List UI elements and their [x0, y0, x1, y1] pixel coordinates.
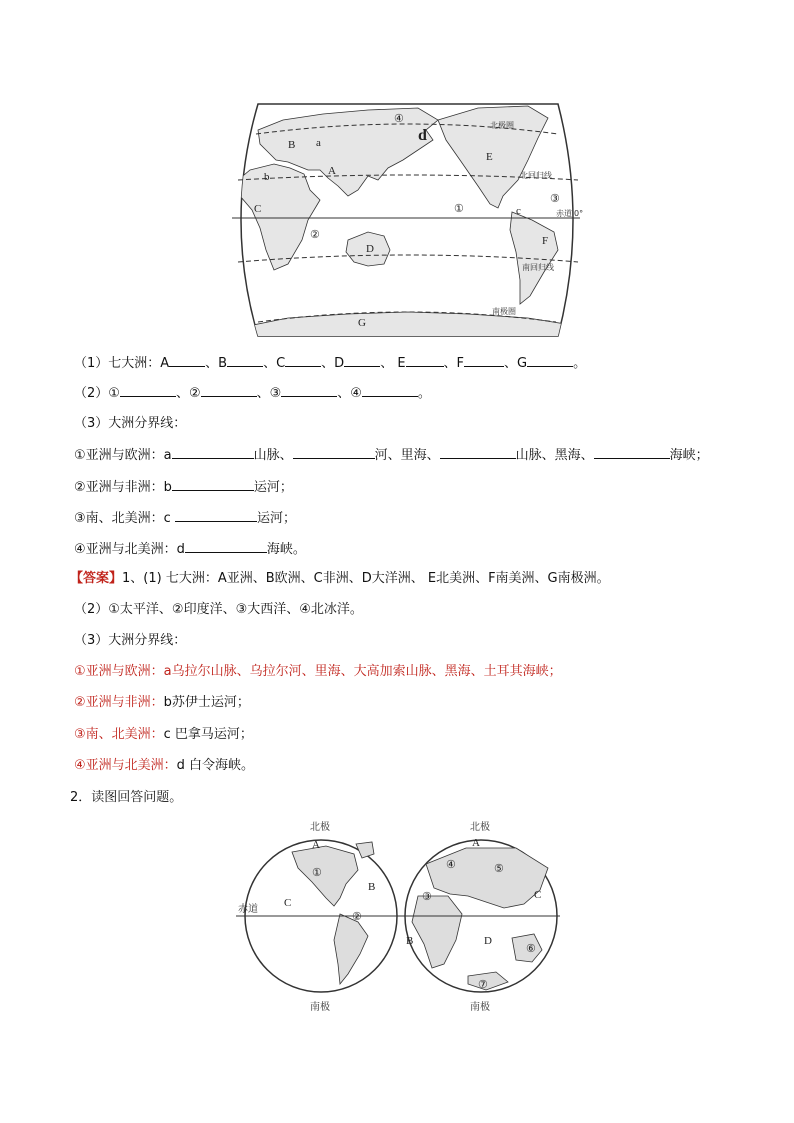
continent-label-b: B: [288, 139, 296, 151]
q1-l1-s2: 、C: [263, 356, 286, 371]
ocean-label-4: ④: [394, 113, 404, 125]
east-label-d: D: [484, 935, 492, 947]
ocean-label-1: ①: [454, 203, 464, 215]
answer-line-6: [74, 727, 253, 743]
q1-l1-s5: 、F: [443, 356, 465, 371]
answer-asia-na-label: ④亚洲与北美洲：: [74, 758, 177, 773]
q1-l1-prefix: （1）七大洲：A: [74, 356, 170, 371]
blank-suez[interactable]: [172, 478, 254, 491]
q1-l6-s1: 运河；: [256, 511, 296, 526]
blank-ural-mountains[interactable]: [172, 446, 254, 459]
continent-label-a: A: [328, 165, 336, 177]
east-label-c: C: [534, 889, 542, 901]
blank-caucasus[interactable]: [440, 446, 516, 459]
blank-ocean-4[interactable]: [362, 384, 418, 397]
q1-l1-s6: 、G: [504, 356, 528, 371]
east-label-b: B: [406, 935, 414, 947]
answer-americas-label: ③南、北美洲：: [74, 727, 164, 742]
west-label-1: ①: [312, 867, 322, 879]
east-label-4: ④: [446, 859, 456, 871]
west-label-2: ②: [352, 911, 362, 923]
east-label-a: A: [472, 837, 480, 849]
answer-line-7: [74, 758, 254, 774]
q1-line-4: [74, 446, 709, 464]
equator-label: 赤道: [556, 209, 572, 218]
east-south-pole-label: 南极: [470, 1002, 490, 1013]
answer-tag: 【答案】: [70, 571, 123, 586]
boundary-label-a: a: [316, 137, 321, 149]
q1-l1-s4: 、 E: [380, 356, 406, 371]
blank-ocean-3[interactable]: [281, 384, 337, 397]
answer-asia-europe-label: ①亚洲与欧洲：: [74, 664, 164, 679]
answer-line-3: （3）大洲分界线：: [74, 633, 187, 648]
boundary-label-b: b: [264, 171, 270, 183]
answer-asia-na-text: d 白令海峡。: [176, 758, 255, 773]
east-label-6: ⑥: [526, 943, 536, 955]
q1-l1-s7: 。: [573, 356, 587, 371]
q1-l2-s1: 、②: [175, 386, 201, 401]
equator-text: 赤道: [238, 904, 258, 915]
blank-ural-river[interactable]: [293, 446, 375, 459]
tropic-cancer-label: 北回归线: [520, 171, 552, 180]
west-label-b: B: [368, 881, 376, 893]
answer-line-2: （2）①太平洋、②印度洋、③大西洋、④北冰洋。: [74, 602, 363, 617]
east-label-3: ③: [422, 891, 432, 903]
south-polar-circle-label: 南极圈: [492, 307, 516, 316]
west-south-pole-label: 南极: [310, 1002, 330, 1013]
west-label-a: A: [312, 839, 320, 851]
q1-line-6: [74, 509, 296, 527]
tropic-capricorn-label: 南回归线: [522, 263, 554, 272]
blank-d[interactable]: [344, 354, 380, 367]
boundary-label-d: d: [418, 127, 427, 144]
blank-a[interactable]: [169, 354, 205, 367]
east-label-7: ⑦: [478, 979, 488, 991]
blank-ocean-2[interactable]: [201, 384, 257, 397]
q1-l7-prefix: ④亚洲与北美洲：d: [74, 542, 185, 557]
answer-line-5: [74, 695, 250, 711]
q2-title: 2．读图回答问题。: [70, 790, 183, 805]
ocean-label-2: ②: [310, 229, 320, 241]
west-north-pole-label: 北极: [310, 822, 330, 833]
q1-l4-s4: 海峡；: [669, 448, 709, 463]
continent-label-c: C: [254, 203, 262, 215]
answer-americas-text: c 巴拿马运河；: [163, 727, 253, 742]
q1-line-7: [74, 540, 306, 558]
blank-b[interactable]: [227, 354, 263, 367]
blank-turkish-straits[interactable]: [594, 446, 670, 459]
blank-f[interactable]: [464, 354, 504, 367]
blank-g[interactable]: [527, 354, 573, 367]
continent-label-d: D: [366, 243, 374, 255]
continent-label-e: E: [486, 151, 493, 163]
blank-e[interactable]: [406, 354, 444, 367]
q1-l1-s3: 、D: [321, 356, 345, 371]
q1-l4-s3: 山脉、黑海、: [515, 448, 594, 463]
q1-line-3: （3）大洲分界线：: [74, 416, 187, 431]
answer-asia-africa-text: b苏伊士运河；: [163, 695, 250, 710]
q1-l4-s2: 河、里海、: [374, 448, 440, 463]
q1-line-1: [74, 354, 586, 372]
q1-l6-prefix: ③南、北美洲：c: [74, 511, 175, 526]
q1-line-5: [74, 478, 293, 496]
q1-line-2: [74, 384, 431, 402]
answer-line-1: [70, 571, 610, 587]
q1-l2-s4: 。: [417, 386, 431, 401]
q1-l5-s1: 运河；: [253, 480, 293, 495]
world-map: [228, 100, 584, 340]
hemispheres-map: [236, 818, 560, 1014]
q1-l2-s2: 、③: [256, 386, 282, 401]
blank-bering[interactable]: [185, 540, 267, 553]
north-polar-circle-label: 北极圈: [490, 121, 514, 130]
q1-l7-s1: 海峡。: [266, 542, 306, 557]
boundary-label-c: c: [516, 205, 521, 217]
blank-panama[interactable]: [175, 509, 257, 522]
q1-l4-prefix: ①亚洲与欧洲：a: [74, 448, 172, 463]
answer-asia-africa-label: ②亚洲与非洲：: [74, 695, 164, 710]
q1-l4-s1: 山脉、: [253, 448, 293, 463]
blank-ocean-1[interactable]: [120, 384, 176, 397]
q1-l5-prefix: ②亚洲与非洲：b: [74, 480, 172, 495]
east-north-pole-label: 北极: [470, 822, 490, 833]
answer-line-4: [74, 664, 562, 680]
answer-continents: 1、(1) 七大洲：A亚洲、B欧洲、C非洲、D大洋洲、 E北美洲、F南美洲、G南极洲。: [122, 571, 610, 586]
blank-c[interactable]: [285, 354, 321, 367]
east-label-5: ⑤: [494, 863, 504, 875]
continent-label-f: F: [542, 235, 549, 247]
continent-label-g: G: [358, 317, 366, 329]
equator-degree-label: 0°: [574, 209, 584, 218]
q1-l1-s1: 、B: [205, 356, 228, 371]
ocean-label-3: ③: [550, 193, 560, 205]
answer-asia-europe-text: a乌拉尔山脉、乌拉尔河、里海、大高加索山脉、黑海、土耳其海峡；: [163, 664, 562, 679]
q1-l2-prefix: （2）①: [74, 386, 120, 401]
q1-l2-s3: 、④: [337, 386, 362, 401]
west-label-c: C: [284, 897, 292, 909]
